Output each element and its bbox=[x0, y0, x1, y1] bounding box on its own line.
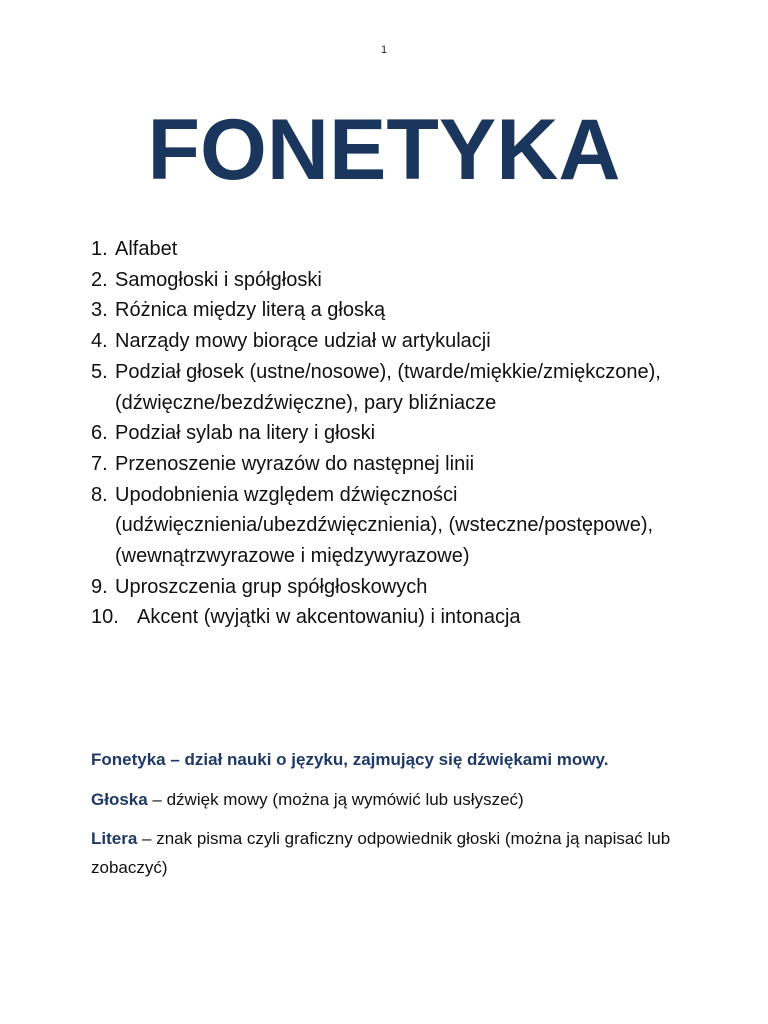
toc-item-text: Narządy mowy biorące udział w artykulacji bbox=[115, 330, 491, 353]
toc-item-number: 8. bbox=[91, 483, 108, 506]
document-title: FONETYKA bbox=[147, 102, 621, 198]
toc-item bbox=[91, 602, 731, 633]
toc-item-text: Podział sylab na litery i głoski bbox=[115, 422, 376, 445]
toc-item-text: Uproszczenia grup spółgłoskowych bbox=[115, 575, 428, 598]
toc-item bbox=[91, 265, 731, 296]
toc-item-number: 2. bbox=[91, 268, 108, 291]
page-number: 1 bbox=[380, 44, 388, 56]
table-of-contents bbox=[91, 234, 731, 633]
toc-item bbox=[91, 449, 731, 480]
toc-item-text: Alfabet bbox=[115, 238, 178, 260]
toc-item bbox=[91, 295, 731, 326]
toc-item-number: 10. bbox=[91, 606, 119, 629]
definition-litera bbox=[91, 824, 711, 882]
toc-item-text: Różnica między literą a głoską bbox=[115, 299, 386, 322]
definition-litera-text: – znak pisma czyli graficzny odpowiednik głoski (można ją napisać lub zobaczyć) bbox=[91, 829, 671, 877]
toc-item-number: 1. bbox=[91, 238, 108, 260]
toc-item bbox=[91, 480, 731, 572]
definition-fonetyka bbox=[91, 745, 711, 774]
toc-item-number: 9. bbox=[91, 575, 108, 598]
definition-fonetyka-text: Fonetyka – dział nauki o języku, zajmujący się dźwiękami mowy. bbox=[91, 750, 609, 769]
toc-item-number: 4. bbox=[91, 330, 108, 353]
toc-item-text: Akcent (wyjątki w akcentowaniu) i intonacja bbox=[137, 606, 521, 629]
toc-item-number: 3. bbox=[91, 299, 108, 322]
definition-gloska-term: Głoska bbox=[91, 790, 148, 809]
toc-item-text: Przenoszenie wyrazów do następnej linii bbox=[115, 452, 475, 475]
definition-gloska bbox=[91, 785, 711, 814]
toc-item-text: Podział głosek (ustne/nosowe), (twarde/miękkie/zmiękczone), (dźwięczne/bezdźwięczne), pary bliźniacze bbox=[115, 360, 661, 414]
toc-item-text: Samogłoski i spółgłoski bbox=[115, 268, 322, 291]
toc-item-number: 6. bbox=[91, 422, 108, 445]
toc-item-number: 5. bbox=[91, 360, 108, 383]
definition-litera-term: Litera bbox=[91, 829, 138, 848]
toc-item-text: Upodobnienia względem dźwięczności (udźwięcznienia/ubezdźwięcznienia), (wsteczne/postępowe), (wewnątrzwyrazowe i międzywyrazowe) bbox=[115, 483, 654, 568]
toc-item bbox=[91, 572, 731, 603]
toc-item bbox=[91, 234, 731, 265]
toc-item bbox=[91, 357, 731, 418]
toc-item bbox=[91, 326, 731, 357]
toc-item bbox=[91, 418, 731, 449]
definition-gloska-text: – dźwięk mowy (można ją wymówić lub usłyszeć) bbox=[147, 790, 524, 809]
toc-item-number: 7. bbox=[91, 452, 108, 475]
